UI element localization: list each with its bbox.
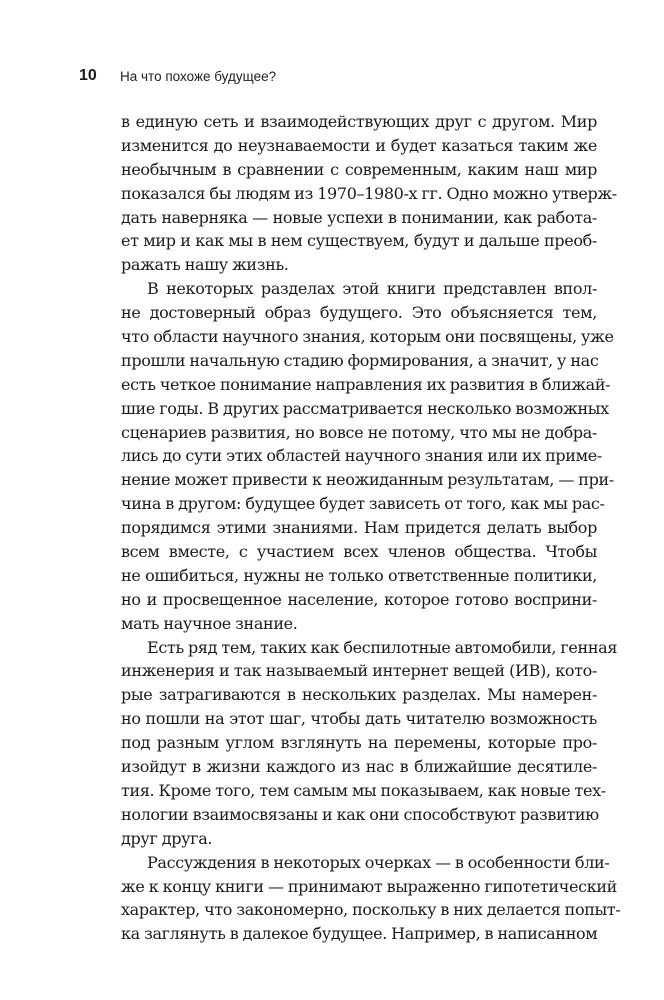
text-line: чина в другом: будущее будет зависеть от того, как мы рас-: [121, 494, 605, 514]
text-line: шие годы. В других рассматривается несколько возможных: [121, 398, 609, 418]
text-line: ка заглянуть в далекое будущее. Например, в написанном: [121, 924, 598, 944]
text-line: есть четкое понимание направления их развития в ближай-: [121, 374, 611, 394]
text-line: не ошибиться, нужны не только ответственные политики,: [121, 565, 597, 585]
text-line: в единую сеть и взаимодействующих друг с другом. Мир: [121, 112, 597, 131]
text-line: лись до сути этих областей научного знания или их приме-: [121, 446, 602, 466]
text-line: всем вместе, с участием всех членов общества. Чтобы: [121, 542, 597, 562]
text-line: сценариев развития, но вовсе не потому, что мы не добра-: [121, 422, 597, 442]
text-line: порядимся этими знаниями. Нам придется делать выбор: [121, 518, 597, 538]
text-line: что области научного знания, которым они посвящены, уже: [121, 327, 614, 347]
text-line: рые затрагиваются в нескольких разделах. Мы намерен-: [121, 685, 597, 705]
text-line: под разным углом взглянуть на перемены, которые про-: [121, 733, 597, 753]
text-line: ет мир и как мы в нем существуем, будут и дальше преоб-: [121, 231, 597, 251]
text-line: дать наверняка — новые успехи в понимании, как работа-: [121, 207, 597, 227]
page-number: 10: [79, 67, 97, 84]
text-line: Есть ряд тем, таких как беспилотные автомобили, генная: [147, 637, 618, 657]
text-line: Рассуждения в некоторых очерках — в особенности бли-: [147, 852, 610, 872]
text-line: показался бы людям из 1970–1980-х гг. Одно можно утверж-: [121, 183, 617, 203]
text-line: В некоторых разделах этой книги представлен впол-: [147, 279, 597, 299]
running-header: [79, 66, 599, 88]
body-text: [121, 110, 621, 946]
text-line: но и просвещенное население, которое готово восприни-: [121, 589, 597, 609]
text-line: не достоверный образ будущего. Это объясняется тем,: [121, 303, 597, 323]
text-line: необычным в сравнении с современным, каким наш мир: [121, 159, 597, 179]
text-line: же к концу книги — принимают выраженно гипотетический: [121, 876, 617, 896]
text-line: нологии взаимосвязаны и как они способствуют развитию: [121, 804, 599, 824]
running-title: На что похоже будущее?: [120, 69, 277, 84]
text-line: характер, что закономерно, поскольку в них делается попыт-: [121, 900, 621, 920]
text-line: мать научное знание.: [121, 613, 298, 633]
text-line: изменится до неузнаваемости и будет казаться таким же: [121, 135, 597, 155]
text-line: прошли начальную стадию формирования, а значит, у нас: [121, 350, 599, 370]
text-line: нение может привести к неожиданным результатам, — при-: [121, 470, 614, 490]
text-line: тия. Кроме того, тем самым мы показываем, как новые тех-: [121, 780, 606, 800]
text-line: ражать нашу жизнь.: [121, 255, 289, 275]
text-line: друг друга.: [121, 828, 213, 848]
text-line: инженерия и так называемый интернет вещей (ИВ), кото-: [121, 661, 597, 681]
text-line: но пошли на этот шаг, чтобы дать читателю возможность: [121, 709, 597, 729]
text-line: изойдут в жизни каждого из нас в ближайшие десятиле-: [121, 757, 597, 777]
